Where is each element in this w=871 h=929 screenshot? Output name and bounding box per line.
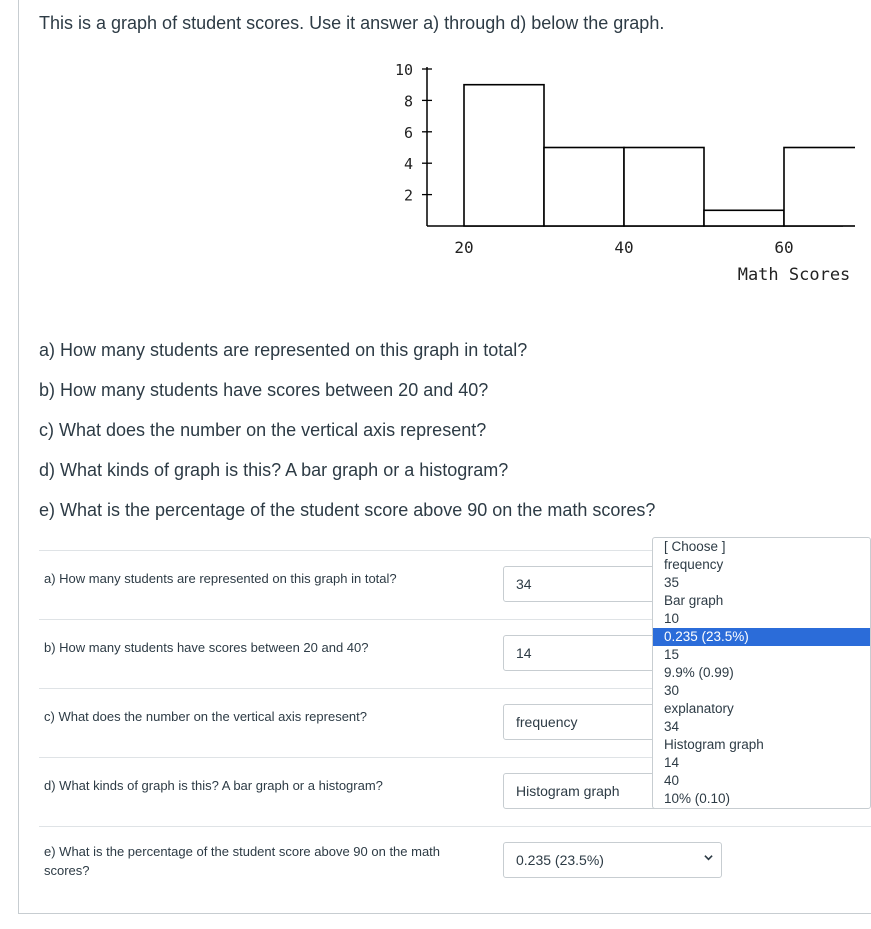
histogram-chart xyxy=(375,55,855,295)
x-tick-label: 60 xyxy=(774,238,794,257)
intro-text: This is a graph of student scores. Use it answer a) through d) below the graph. xyxy=(39,13,665,33)
row-question-c: c) What does the number on the vertical axis represent? xyxy=(44,709,367,724)
row-question-b: b) How many students have scores between 20 and 40? xyxy=(44,640,369,655)
dropdown-option-selected[interactable]: 0.235 (23.5%) xyxy=(653,628,870,646)
dropdown-option[interactable]: 34 xyxy=(664,719,680,734)
dropdown-option[interactable]: explanatory xyxy=(664,701,734,716)
question-d: d) What kinds of graph is this? A bar graph or a histogram? xyxy=(39,460,509,480)
y-tick-label: 2 xyxy=(403,186,413,205)
y-tick-label: 4 xyxy=(403,155,413,174)
x-tick-label: 40 xyxy=(614,238,634,257)
row-divider xyxy=(39,826,871,827)
answer-select-e[interactable] xyxy=(503,842,722,878)
question-e: e) What is the percentage of the student score above 90 on the math scores? xyxy=(39,500,656,520)
dropdown-option[interactable]: 35 xyxy=(664,575,680,590)
x-tick-label: 20 xyxy=(454,238,474,257)
question-b: b) How many students have scores between 20 and 40? xyxy=(39,380,489,400)
question-c: c) What does the number on the vertical axis represent? xyxy=(39,420,487,440)
dropdown-option[interactable]: Bar graph xyxy=(664,593,724,608)
histogram-bar xyxy=(544,148,624,227)
answer-dropdown-list[interactable] xyxy=(652,537,871,809)
dropdown-option[interactable]: 10 xyxy=(664,611,680,626)
histogram-bar xyxy=(624,148,704,227)
row-question-a: a) How many students are represented on this graph in total? xyxy=(44,571,397,586)
histogram-bar xyxy=(704,210,784,226)
answer-value: 0.235 (23.5%) xyxy=(516,852,604,868)
y-tick-label: 10 xyxy=(394,61,413,79)
histogram-bar xyxy=(464,85,544,226)
answer-value: Histogram graph xyxy=(516,783,620,799)
chevron-down-icon xyxy=(704,853,713,862)
dropdown-option[interactable]: 14 xyxy=(664,755,680,770)
dropdown-option[interactable]: 9.9% (0.99) xyxy=(664,665,734,680)
histogram-bar xyxy=(784,148,855,227)
answer-value: 34 xyxy=(516,576,532,592)
dropdown-option[interactable]: Histogram graph xyxy=(664,737,764,752)
dropdown-option[interactable]: [ Choose ] xyxy=(664,539,726,554)
row-question-e: e) What is the percentage of the student score above 90 on the math scores? xyxy=(44,844,441,878)
row-question-d: d) What kinds of graph is this? A bar graph or a histogram? xyxy=(44,778,383,793)
dropdown-option[interactable]: 40 xyxy=(664,773,680,788)
dropdown-option[interactable]: 10% (0.10) xyxy=(664,791,731,806)
y-tick-label: 8 xyxy=(403,92,413,111)
x-axis-label: Math Scores xyxy=(737,265,851,285)
dropdown-option[interactable]: 15 xyxy=(664,647,680,662)
y-tick-label: 6 xyxy=(403,123,413,142)
answer-value: 14 xyxy=(516,645,532,661)
dropdown-option[interactable]: frequency xyxy=(664,557,724,572)
dropdown-option[interactable]: 30 xyxy=(664,683,680,698)
question-a: a) How many students are represented on this graph in total? xyxy=(39,340,528,360)
answer-value: frequency xyxy=(516,714,578,730)
